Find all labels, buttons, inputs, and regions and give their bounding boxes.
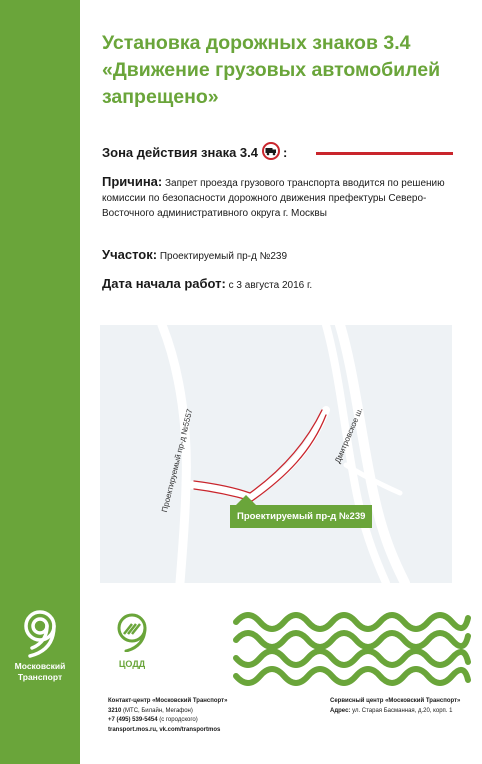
- contacts-title: Контакт-центр «Московский Транспорт»: [108, 698, 228, 704]
- section-block: [102, 247, 458, 264]
- reason-label: Причина:: [102, 174, 163, 189]
- decorative-wave-pattern: [232, 610, 472, 686]
- contacts-phone1: 3210: [108, 707, 122, 714]
- callout-arrow: [236, 495, 256, 505]
- service-center-info: [330, 697, 480, 716]
- section-label: Участок:: [102, 247, 158, 262]
- zone-heading: [102, 142, 287, 163]
- contacts-phone1-note: (МТС, Билайн, Мегафон): [121, 707, 193, 714]
- contacts-phone2: +7 (495) 539-5454: [108, 717, 158, 723]
- service-address-label: Адрес:: [330, 707, 351, 714]
- map-roads: [100, 325, 452, 583]
- mt-logo-line2: Транспорт: [17, 672, 63, 682]
- no-trucks-sign-icon: [262, 142, 280, 163]
- zone-suffix: :: [283, 145, 288, 160]
- section-text: Проектируемый пр-д №239: [159, 251, 288, 262]
- codd-logo-icon: [110, 612, 154, 652]
- codd-logo-text: ЦОДД: [118, 659, 146, 669]
- contacts-web: transport.mos.ru, vk.com/transportmos: [108, 726, 221, 733]
- start-date-block: [102, 276, 458, 293]
- reason-block: [102, 174, 458, 221]
- page-title: Установка дорожных знаков 3.4 «Движение грузовых автомобилей запрещено»: [102, 32, 441, 108]
- zone-label: Зона действия знака 3.4: [102, 145, 258, 160]
- map-callout: Проектируемый пр-д №239: [230, 505, 372, 528]
- mt-logo-line1: Московский: [14, 661, 66, 671]
- service-title: Сервисный центр «Московский Транспорт»: [330, 698, 461, 704]
- left-green-sidebar: [0, 0, 80, 764]
- moscow-transport-logo: [8, 608, 72, 683]
- contact-center-info: [108, 697, 318, 735]
- service-address-text: ул. Старая Басманная, д.20, корп. 1: [350, 707, 453, 714]
- map: [100, 325, 452, 583]
- start-date-text: с 3 августа 2016 г.: [228, 280, 313, 291]
- reason-text: Запрет проезда грузового транспорта вводится по решению комиссии по безопасности дорожного движения префектуры Северо-Восточного административного округа г. Москвы: [102, 178, 445, 219]
- codd-logo: [106, 612, 158, 669]
- road-label-dmitrovskoe: Дмитровское ш.: [333, 406, 365, 465]
- moscow-transport-logo-icon: [18, 608, 62, 658]
- zone-legend-line: [316, 152, 453, 155]
- contacts-phone2-note: (с городского): [157, 717, 198, 723]
- road-label-5557: Проектируемый пр-д №5557: [160, 407, 195, 514]
- start-date-label: Дата начала работ:: [102, 276, 226, 291]
